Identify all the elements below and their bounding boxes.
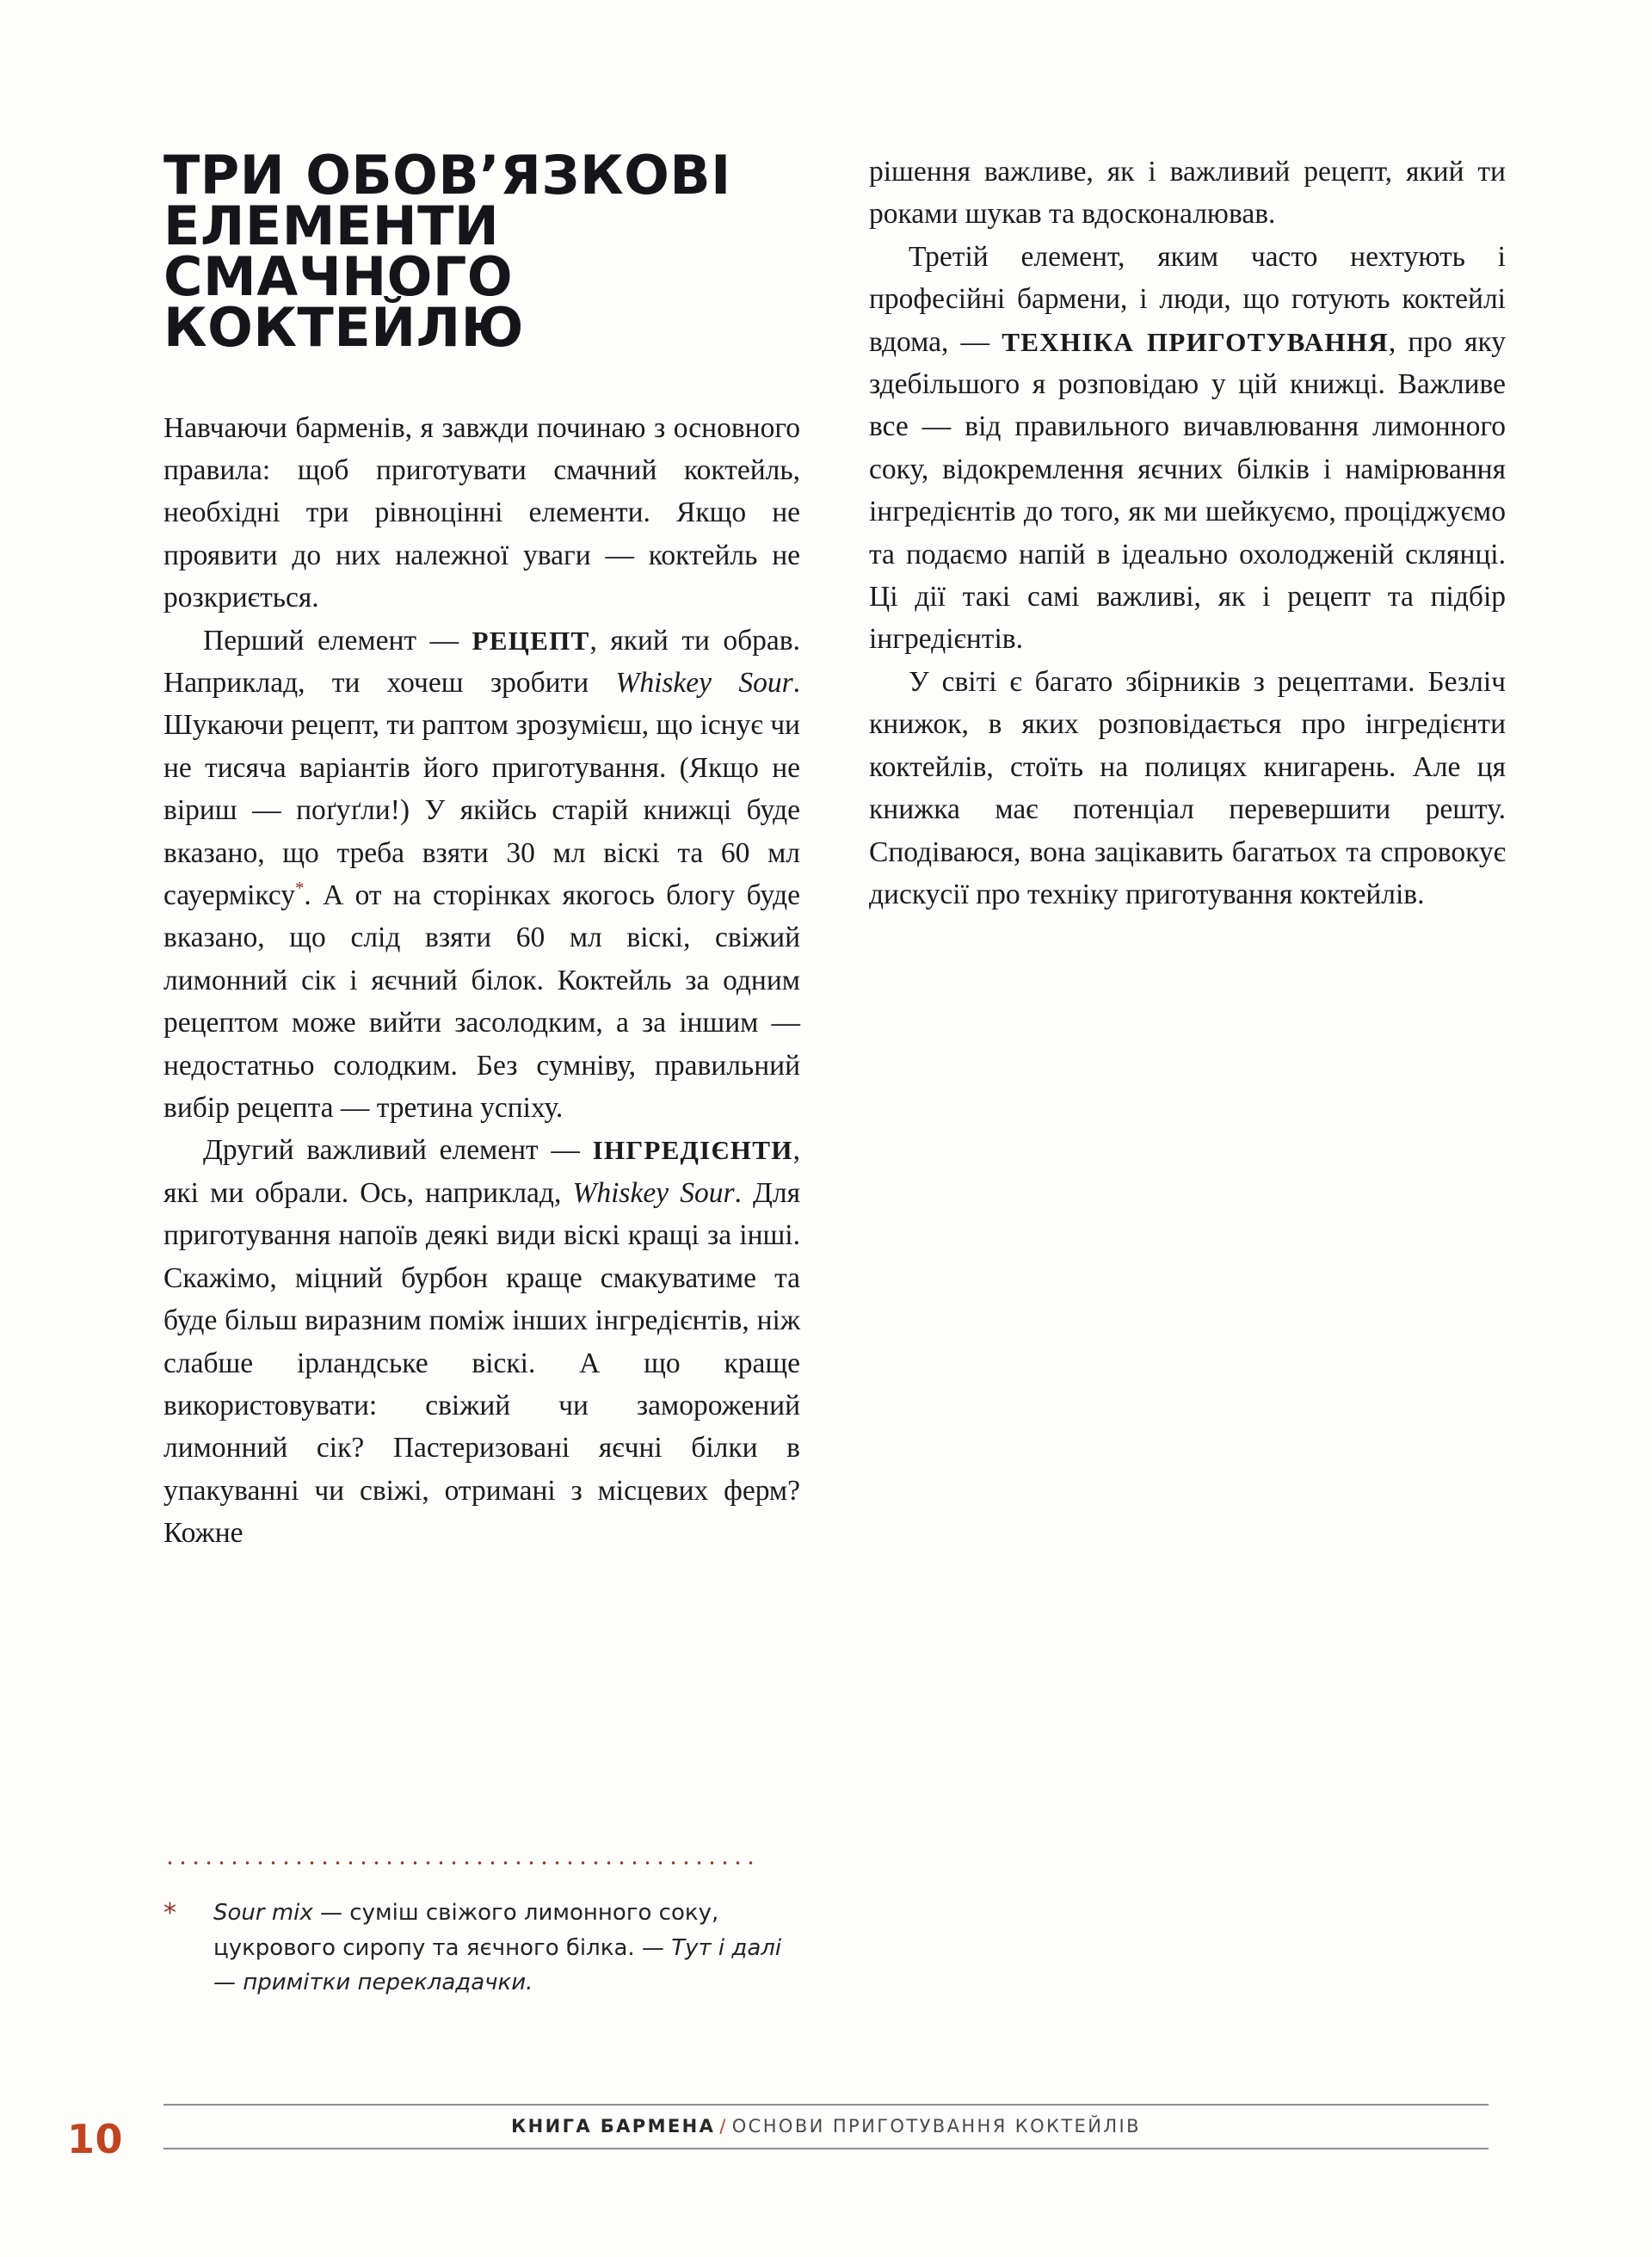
- text-run: . Для приготування напоїв деякі види віскі кращі за інші. Скажімо, міцний бурбон краще смакуватиме та буде більш виразним поміж інших інгредієнтів, ніж слабше ірландське віскі. А що краще використовувати: свіжий чи заморожений лимонний сік? Пастеризовані яєчні білки в упакуванні чи свіжі, отримані з місцевих ферм? Кожне: [163, 1176, 800, 1550]
- page-content: [163, 144, 1506, 2001]
- running-head: [163, 2106, 1489, 2148]
- text-run: Другий важливий елемент —: [203, 1134, 593, 1167]
- footnote-translator-note: Тут і далі — примітки перекладачки.: [213, 1934, 782, 1996]
- footnote-reference-marker[interactable]: *: [295, 878, 305, 898]
- cocktail-name-whiskey-sour: Whiskey Sour: [572, 1176, 735, 1209]
- title-line-3: СМАЧНОГО: [163, 244, 514, 308]
- paragraph-intro: [163, 407, 800, 620]
- text-run: Третій елемент, яким часто нехтують і професійні бармени, і люди, що готують коктейлі вдома, —: [869, 240, 1506, 358]
- running-head-book-title: КНИГА БАРМЕНА: [511, 2116, 716, 2137]
- text-run: — суміш свіжого лимонного соку, цукрового сиропу та яєчного білка. —: [213, 1900, 719, 1961]
- paragraph-continued: [869, 151, 1506, 236]
- title-line-4: КОКТЕЙЛЮ: [163, 295, 524, 359]
- column-left: [163, 144, 800, 2001]
- emphasis-recipe: РЕЦЕПТ: [472, 625, 590, 656]
- page-number: 10: [67, 2116, 124, 2162]
- title-line-1: ТРИ ОБОВ’ЯЗКОВІ: [163, 144, 731, 207]
- asterisk-icon: *: [163, 1898, 176, 1929]
- page-title: [163, 144, 800, 359]
- cocktail-name-whiskey-sour: Whiskey Sour: [615, 667, 793, 699]
- text-run: Перший елемент —: [203, 624, 472, 657]
- footnote-content: [163, 1896, 800, 2001]
- page-footer: [0, 2104, 1652, 2181]
- paragraph-second-element: [163, 1129, 800, 1554]
- text-run: . А от на сторінках якогось блогу буде вказано, що слід взяти 60 мл віскі, свіжий лимонний сік і яєчний білок. Коктейль за одним рецептом може вийти засолодким, а за іншим — недостатньо солодким. Без сумніву, правильний вибір рецепта — третина успіху.: [163, 879, 800, 1125]
- footnote-term: Sour mix: [213, 1900, 313, 1927]
- running-head-separator: /: [719, 2116, 728, 2137]
- column-right: [869, 151, 1506, 2001]
- text-run: , які ми обрали. Ось, наприклад,: [163, 1134, 800, 1209]
- paragraph-text: Навчаючи барменів, я завжди починаю з основного правила: щоб приготувати смачний коктейль, необхідні три рівноцінні елементи. Якщо не проявити до них належної уваги — коктейль не розкриється.: [163, 411, 800, 614]
- running-head-container: [163, 2104, 1489, 2149]
- text-run: . Шукаючи рецепт, ти раптом зрозумієш, що існує чи не тисяча варіантів його приготування. (Якщо не віриш — поґуґли!) У якійсь старій книжці буде вказано, що треба взяти 30 мл віскі та 60 мл сауерміксу: [163, 667, 800, 912]
- paragraph-first-element: [163, 620, 800, 1130]
- footnote-dotted-rule: [163, 1861, 757, 1865]
- paragraph-closing: [869, 661, 1506, 916]
- emphasis-technique: ТЕХНІКА ПРИГОТУВАННЯ: [1002, 326, 1389, 357]
- text-run: , який ти обрав. Наприклад, ти хочеш зробити: [163, 624, 800, 699]
- text-run: , про яку здебільшого я розповідаю у цій книжці. Важливе все — від правильного вичавлювання лимонного соку, відокремлення яєчних білків і намірювання інгредієнтів до того, як ми шейкуємо, проціджуємо та подаємо напій в ідеально охолодженій склянці. Ці дії такі самі важливі, як і рецепт та підбір інгредієнтів.: [869, 325, 1506, 656]
- emphasis-ingredients: ІНГРЕДІЄНТИ: [592, 1135, 793, 1166]
- footnote-text: [213, 1896, 800, 2001]
- paragraph-text: У світі є багато збірників з рецептами. Безліч книжок, в яких розповідається про інгредієнти коктейлів, стоїть на полицях книгарень. Але ця книжка має потенціал перевершити решту. Сподіваюся, вона зацікавить багатьох та спровокує дискусії про техніку приготування коктейлів.: [869, 665, 1506, 910]
- paragraph-third-element: [869, 236, 1506, 661]
- running-head-section: ОСНОВИ ПРИГОТУВАННЯ КОКТЕЙЛІВ: [731, 2116, 1141, 2137]
- footer-rule-bottom: [163, 2148, 1489, 2149]
- title-line-2: ЕЛЕМЕНТИ: [163, 194, 500, 257]
- footnote-block: [163, 1861, 800, 2001]
- paragraph-text: рішення важливе, як і важливий рецепт, який ти роками шукав та вдосконалював.: [869, 156, 1506, 231]
